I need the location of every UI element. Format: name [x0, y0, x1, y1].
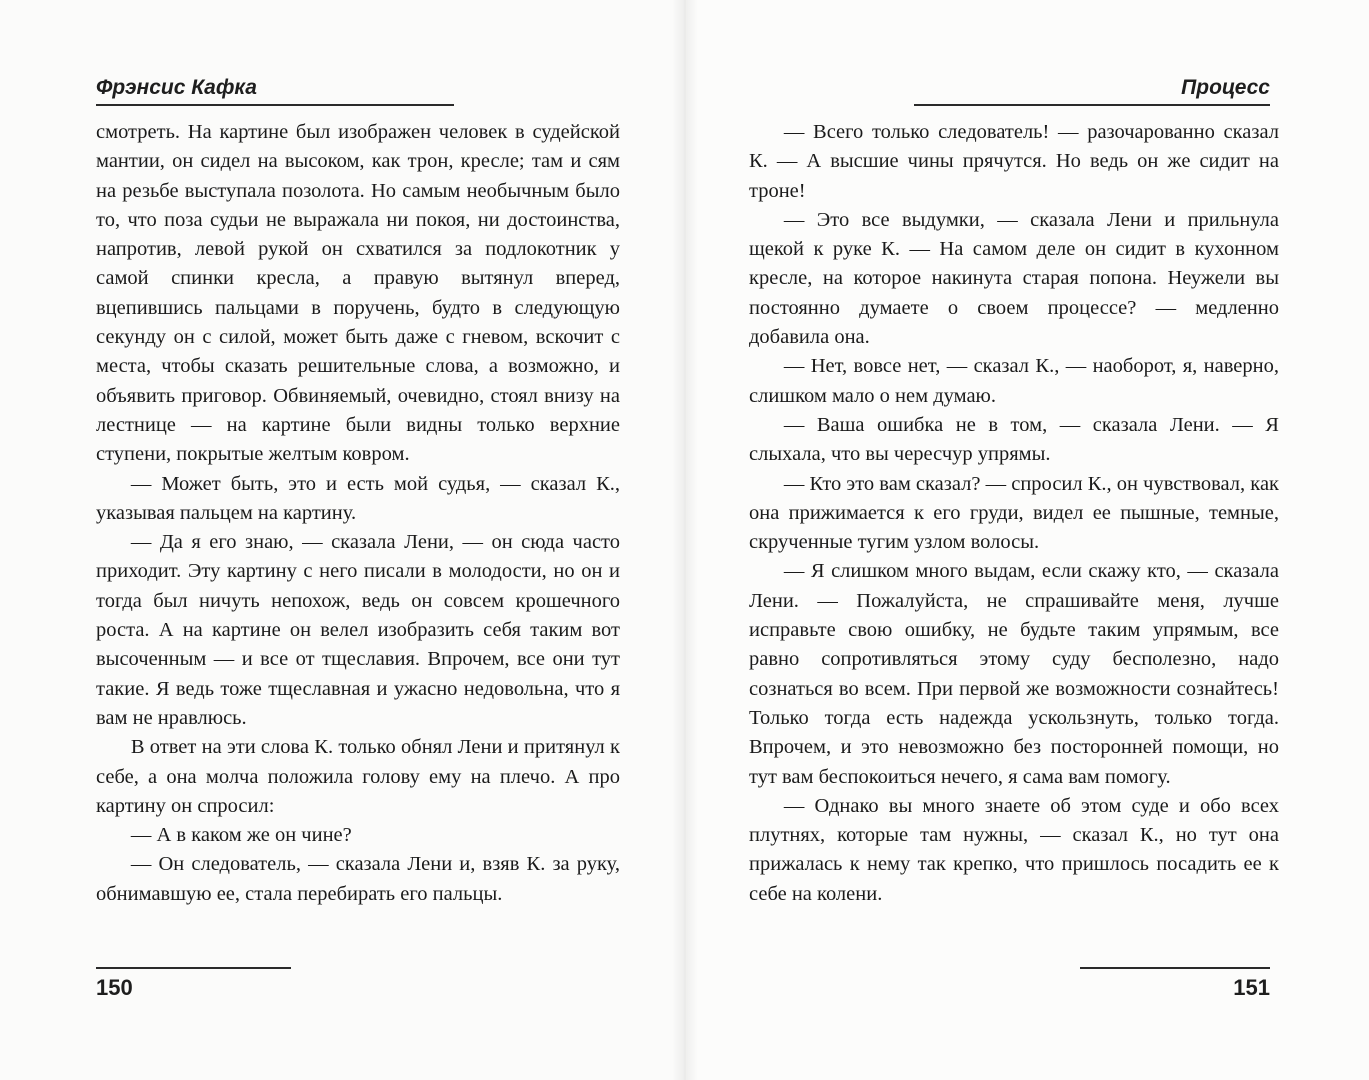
- paragraph: — Ваша ошибка не в том, — сказала Лени. — Я слыхала, что вы чересчур упрямы.: [749, 413, 1279, 466]
- paragraph: — Нет, вовсе нет, — сказал К., — наоборот, я, наверно, слишком мало о нем думаю.: [749, 355, 1279, 407]
- paragraph: — Кто это вам сказал? — спросил К., он чувствовал, как она прижимается к его груди, видел ее пышные, темные, скрученные тугим узлом волосы.: [749, 472, 1279, 554]
- left-page: [0, 0, 684, 1080]
- footer-rule: [1080, 967, 1270, 969]
- paragraph: — Это все выдумки, — сказала Лени и прильнула щекой к руке К. — На самом деле он сидит в кухонном кресле, на которое накинута старая попона. Неужели вы постоянно думаете о своем процессе? — медленно добавила она.: [749, 208, 1279, 349]
- page-number: 151: [1233, 975, 1270, 1000]
- paragraph: — А в каком же он чине?: [130, 824, 352, 847]
- paragraph: — Он следователь, — сказала Лени и, взяв К. за руку, обнимавшую ее, стала перебирать его пальцы.: [96, 853, 620, 905]
- body-text: [96, 118, 620, 909]
- paragraph: — Всего только следователь! — разочарованно сказал К. — А высшие чины прячутся. Но ведь он же сидит на троне!: [749, 121, 1279, 202]
- running-head-author: Фрэнсис Кафка: [96, 76, 257, 99]
- header-rule: [96, 104, 454, 106]
- paragraph: — Однако вы много знаете об этом суде и обо всех плутнях, которые там нужны, — сказал К., но тут она прижалась к нему так крепко, что пришлось посадить ее к себе на колени.: [749, 794, 1279, 905]
- page-number: 150: [96, 975, 133, 1000]
- running-head-title: Процесс: [1181, 76, 1270, 99]
- right-page: [685, 0, 1369, 1080]
- header-rule: [914, 104, 1270, 106]
- paragraph: — Может быть, это и есть мой судья, — сказал К., указывая пальцем на картину.: [96, 472, 620, 524]
- paragraph: смотреть. На картине был изображен человек в судейской мантии, он сидел на высоком, как трон, кресле; там и сям на резьбе выступала позолота. Но самым необычным было то, что поза судьи не выражала ни покоя, ни достоинства, напротив, левой рукой он схватился за подлокотник у самой спинки кресла, а правую вытянул вперед, вцепившись пальцами в поручень, будто в следующую секунду он с силой, может быть даже с гневом, вскочит с места, чтобы сказать решительные слова, а возможно, и объявить приговор. Обвиняемый, очевидно, стоял внизу на лестнице — на картине были видны только верхние ступени, покрытые желтым ковром.: [96, 121, 620, 466]
- footer-rule: [96, 967, 291, 969]
- paragraph: — Я слишком много выдам, если скажу кто, — сказала Лени. — Пожалуйста, не спрашивайте меня, лучше исправьте свою ошибку, не будьте таким упрямым, все равно сопротивляться этому суду бесполезно, надо сознаться во всем. При первой же возможности сознайтесь! Только тогда есть надежда ускользнуть, только тогда. Впрочем, и это невозможно без посторонней помощи, но тут вам беспокоиться нечего, я сама вам помогу.: [749, 560, 1279, 788]
- book-gutter: [672, 0, 698, 1080]
- body-text: [749, 118, 1279, 909]
- paragraph: — Да я его знаю, — сказала Лени, — он сюда часто приходит. Эту картину с него писали в молодости, но он и тогда был ничуть непохож, ведь он совсем крошечного роста. А на картине он велел изобразить себя таким вот высоченным — и все от тщеславия. Впрочем, все они тут такие. Я ведь тоже тщеславная и ужасно недовольна, что я вам не нравлюсь.: [96, 531, 620, 729]
- paragraph: В ответ на эти слова К. только обнял Лени и притянул к себе, а она молча положила голову ему на плечо. А про картину он спросил:: [96, 736, 620, 817]
